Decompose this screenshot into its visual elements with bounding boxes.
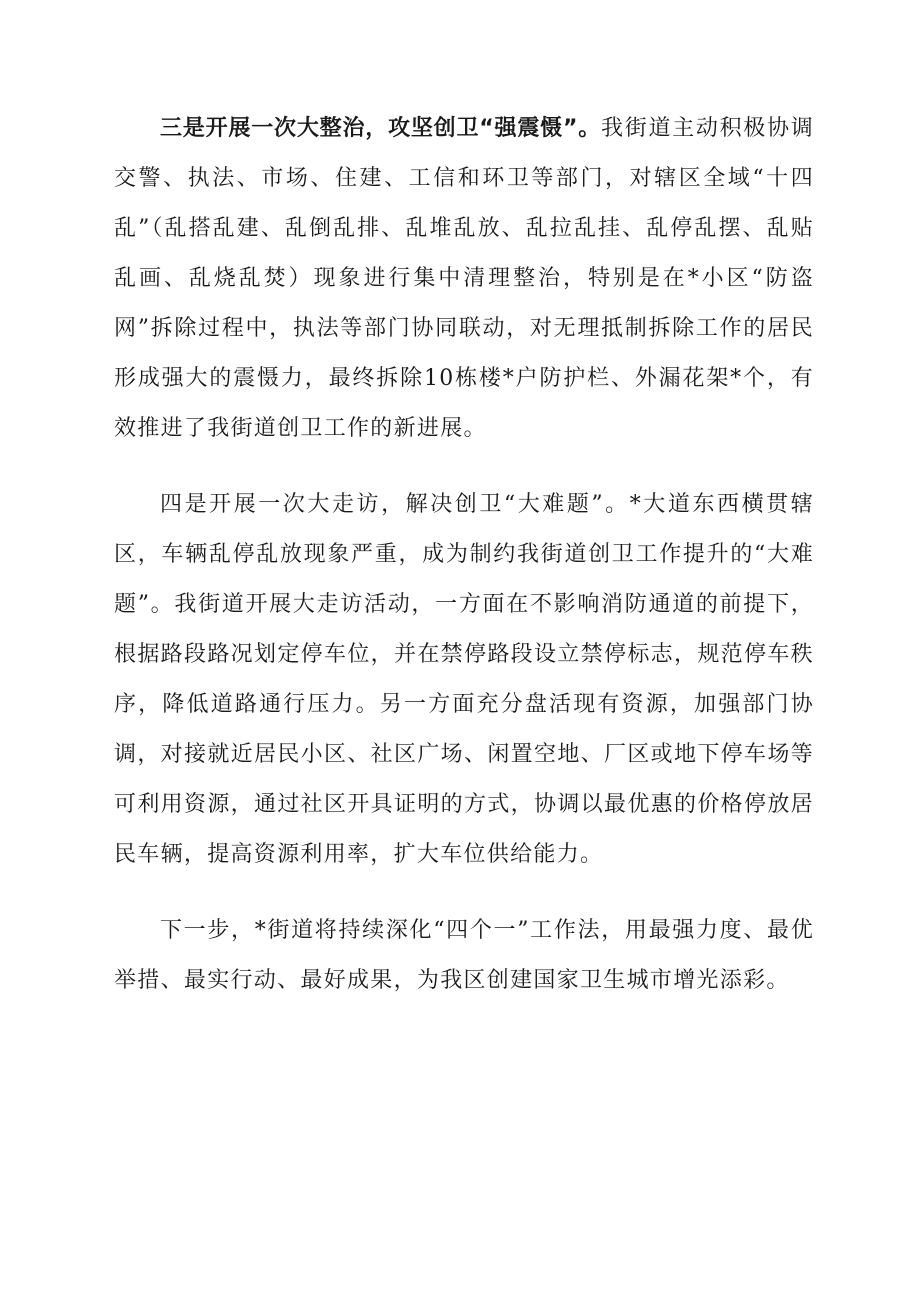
paragraph-2-text: 四是开展一次大走访，解决创卫“大难题”。*大道东西横贯辖区，车辆乱停乱放现象严重，成为制约我街道创卫工作提升的“大难题”。我街道开展大走访活动，一方面在不影响消防通道的前提下，根据路段路况划定停车位，并在禁停路段设立禁停标志，规范停车秩序，降低道路通行压力。另一方面充分盘活现有资源，加强部门协调，对接就近居民小区、社区广场、闲置空地、厂区或地下停车场等可利用资源，通过社区开具证明的方式，协调以最优惠的价格停放居民车辆，提高资源利用率，扩大车位供给能力。 bbox=[114, 492, 814, 867]
paragraph-1-lead: 三是开展一次大整治，攻坚创卫“强震慑”。 bbox=[160, 116, 602, 141]
paragraph-2 bbox=[114, 480, 814, 880]
paragraph-3 bbox=[114, 906, 814, 1006]
paragraph-1-text: 我街道主动积极协调交警、执法、市场、住建、工信和环卫等部门，对辖区全域“十四乱”（乱搭乱建、乱倒乱排、乱堆乱放、乱拉乱挂、乱停乱摆、乱贴乱画、乱烧乱焚）现象进行集中清理整治，特别是在*小区“防盗网”拆除过程中，执法等部门协同联动，对无理抵制拆除工作的居民形成强大的震慑力，最终拆除10栋楼*户防护栏、外漏花架*个，有效推进了我街道创卫工作的新进展。 bbox=[114, 116, 814, 441]
paragraph-3-text: 下一步，*街道将持续深化“四个一”工作法，用最强力度、最优举措、最实行动、最好成果，为我区创建国家卫生城市增光添彩。 bbox=[114, 918, 814, 993]
paragraph-1 bbox=[114, 104, 814, 454]
document-body bbox=[114, 104, 814, 1032]
